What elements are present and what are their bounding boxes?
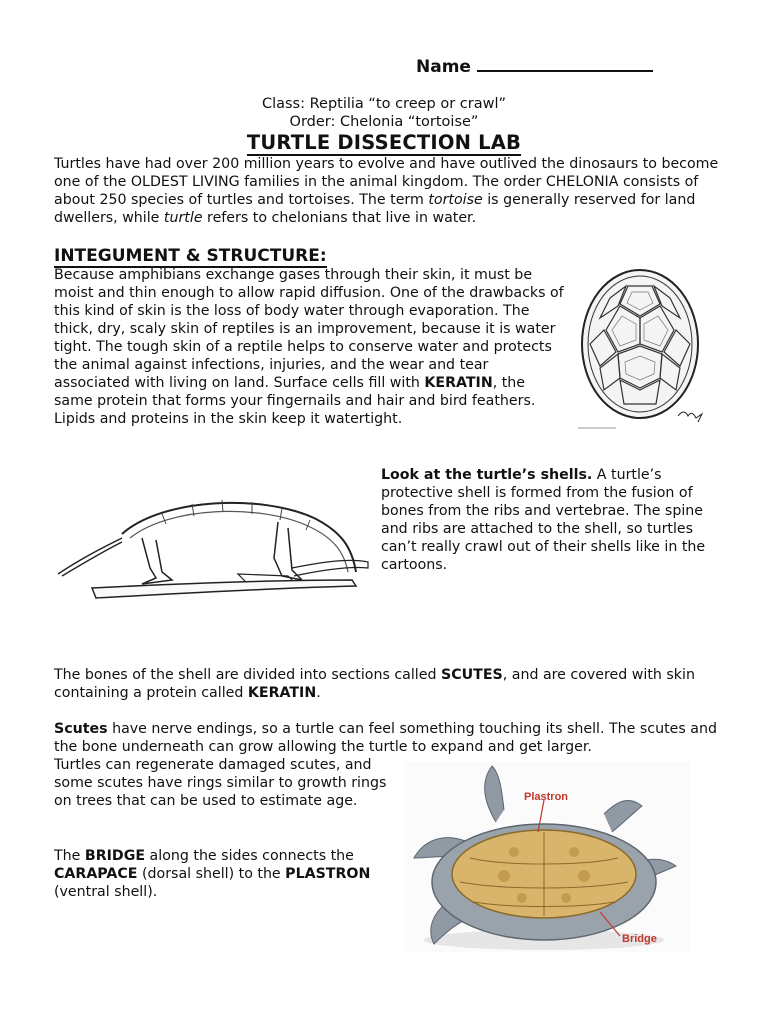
order-line: Order: Chelonia “tortoise”	[289, 114, 479, 130]
name-blank-line[interactable]	[477, 56, 653, 72]
carapace-drawing-icon	[570, 266, 720, 438]
shells-paragraph: Look at the turtle’s shells. A turtle’s protective shell is formed from the fusion of bones from the ribs and vertebrae. The spine and ribs are attached to the shell, so turtles can’t really crawl out of their shells like in the cartoons.	[381, 467, 706, 573]
integument-paragraph: Because amphibians exchange gases through their skin, it must be moist and thin enough to allow rapid diffusion. One of the drawbacks of this kind of skin is the loss of body water through evaporation. The thick, dry, scaly skin of reptiles is an improvement, because it is water tight. The tough skin of a reptile helps to conserve water and protects the animal against infections, injuries, and the wear and tear associated with living on land. Surface cells fill with KERATIN, the same protein that forms your fingernails and hair and bird feathers. Lipids and proteins in the skin keep it watertight.	[54, 267, 564, 427]
name-label: Name	[416, 57, 471, 77]
scutes-paragraph-1: The bones of the shell are divided into sections called SCUTES, and are covered with skin containing a protein called KERATIN.	[54, 667, 695, 701]
page-title: TURTLE DISSECTION LAB	[246, 131, 522, 154]
plastron-label: Plastron	[524, 791, 569, 803]
scutes-paragraph-2: Scutes have nerve endings, so a turtle can feel something touching its shell. The scutes and the bone underneath can grow allowing the turtle to expand and get larger.	[54, 721, 717, 755]
bridge-label: Bridge	[622, 933, 657, 945]
intro-paragraph: Turtles have had over 200 million years to evolve and have outlived the dinosaurs to become one of the OLDEST LIVING families in the animal kingdom. The order CHELONIA consists of about 250 species of turtles and tortoises. The term tortoise is generally reserved for land dwellers, while turtle refers to chelonians that live in water.	[54, 156, 719, 226]
scutes-paragraph-3: Turtles can regenerate damaged scutes, and some scutes have rings similar to growth rings on trees that can be used to estimate age.	[54, 757, 387, 809]
turtle-plastron-photo	[404, 762, 690, 952]
turtle-skeleton-drawing-icon	[52, 488, 372, 608]
class-line: Class: Reptilia “to creep or crawl”	[261, 96, 507, 112]
bridge-paragraph: The BRIDGE along the sides connects the CARAPACE (dorsal shell) to the PLASTRON (ventral shell).	[54, 848, 371, 900]
name-field	[416, 56, 653, 77]
section-heading-integument: INTEGUMENT & STRUCTURE:	[54, 246, 327, 266]
